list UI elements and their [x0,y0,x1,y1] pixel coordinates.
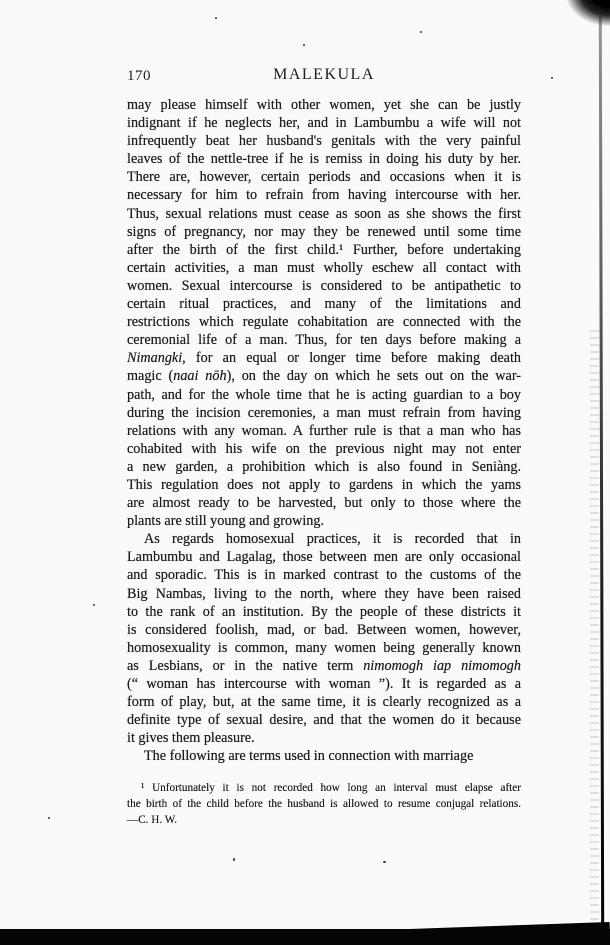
text-line: certain ritual practices, and many of the limitations and [127,296,521,313]
scan-edge-right [599,16,604,932]
text-line: This regulation does not apply to gardens in which the yams [127,476,521,493]
text-line: leaves of the nettle-tree if he is remiss in doing his duty by her. [127,151,521,168]
text-line: is considered foolish, mad, or bad. Between women, however, [127,621,521,638]
text-line: to the rank of an institution. By the people of these districts it [127,603,521,620]
text-line: There are, however, certain periods and occasions when it is [127,169,521,186]
text-line: after the birth of the first child.¹ Further, before undertaking [127,241,521,258]
text-line: women. Sexual intercourse is considered to be antipathetic to [127,277,521,294]
text-line: ¹ Unfortunately it is not recorded how long an interval must elapse after [141,782,521,794]
footnote [127,780,521,828]
text-line: relations with any woman. A further rule is that a man who has [127,422,521,439]
text-line: as Lesbians, or in the native term nimomogh iap nimomogh [127,657,521,674]
paragraph [127,530,521,747]
scan-edge-right-noise [590,330,599,930]
text-line: form of play, but, at the same time, it is clearly recognized as a [127,694,521,711]
text-line: Lambumbu and Lagalag, those between men are only occasional [127,549,521,566]
text-line: during the incision ceremonies, a man must refrain from having [127,404,521,421]
scan-corner-smudge [566,0,610,26]
running-head: MALEKULA [273,66,375,83]
text-line: a new garden, a prohibition which is also found in Seniàng. [127,458,521,475]
scan-speck [93,604,95,606]
text-line: —C. H. W. [127,814,178,826]
scan-speck [551,77,553,79]
text-line: (“ woman has intercourse with woman ”). It is regarded as a [127,676,521,692]
text-line: it gives them pleasure. [127,730,255,747]
text-line: plants are still young and growing. [127,513,325,530]
text-line: magic (naai nōh), on the day on which he sets out on the war- [127,368,522,385]
text-line: cohabited with his wife on the previous night may not enter [127,440,521,457]
text-line: certain activities, a man must wholly eschew all contact with [127,259,521,276]
text-line: necessary for him to refrain from having intercourse with her. [127,187,521,204]
text-line: As regards homosexual practices, it is recorded that in [144,531,521,548]
text-line: path, and for the whole time that he is acting guardian to a boy [127,386,521,403]
scan-speck [215,17,217,19]
text-line: may please himself with other women, yet she can be justly [127,97,521,113]
text-line: definite type of sexual desire, and that the women do it because [127,712,521,729]
page-header [127,66,521,88]
paragraph [127,96,521,530]
scan-speck [420,31,422,33]
page-number: 170 [127,68,151,84]
text-line: the birth of the child before the husband is allowed to resume conjugal relations. [127,798,521,810]
scan-speck [383,861,386,863]
paragraph [127,747,521,765]
text-line: Nimangki, for an equal or longer time before making death [127,350,521,367]
text-line: signs of pregnancy, nor may they be renewed until some time [127,223,521,240]
text-line: and sporadic. This is in marked contrast to the customs of the [127,567,521,584]
text-line: indignant if he neglects her, and in Lambumbu a wife will not [127,115,521,132]
scan-speck [303,44,305,46]
text-line: homosexuality is common, many women being generally known [127,639,521,656]
text-line: Thus, sexual relations must cease as soon as she shows the first [127,205,521,222]
scan-speck [48,817,50,819]
text-line: ceremonial life of a man. Thus, for ten days before making a [127,332,521,349]
scan-speck [233,858,235,861]
text-line: infrequently beat her husband's genitals with the very painful [127,133,521,150]
body-text [127,96,521,765]
scan-edge-bottom [0,929,610,945]
text-line: Big Nambas, living to the north, where they have been raised [127,585,521,602]
text-line: restrictions which regulate cohabitation are connected with the [127,314,521,331]
text-line: are almost ready to be harvested, but only to those where the [127,495,521,512]
text-line: The following are terms used in connection with marriage [144,748,474,765]
